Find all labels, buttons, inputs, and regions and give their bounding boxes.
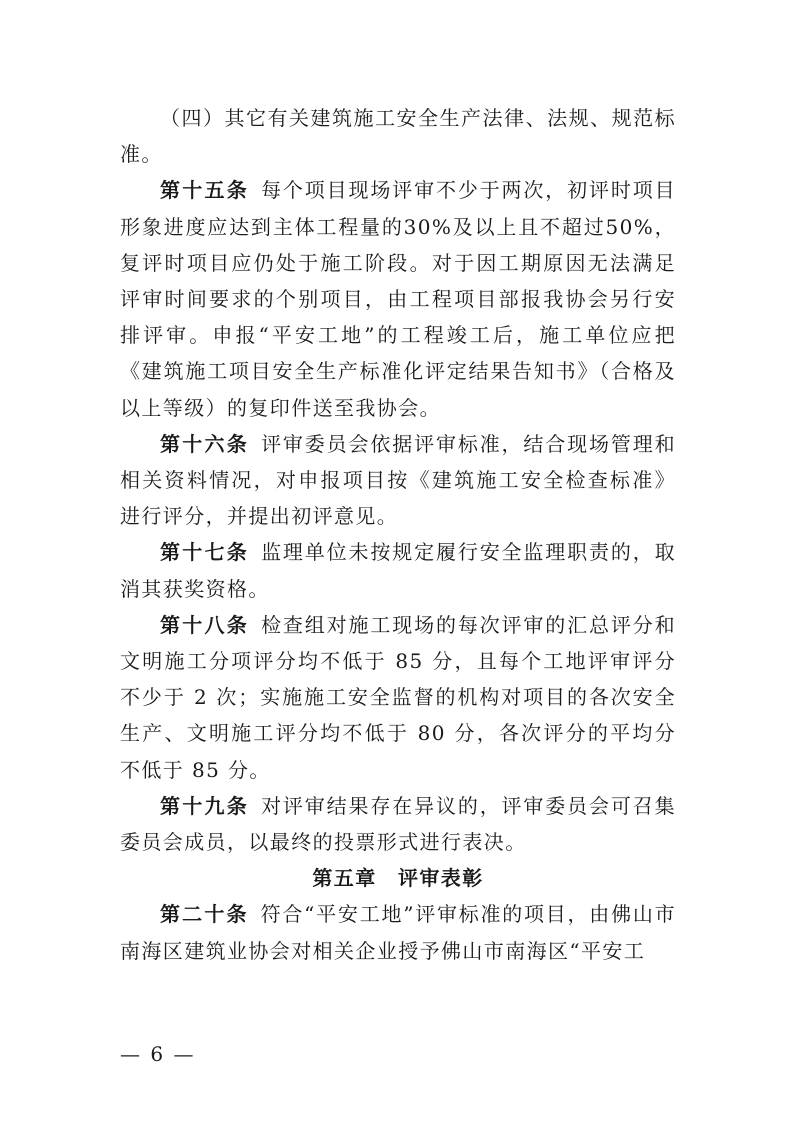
article-19-heading: 第十九条 (160, 793, 250, 818)
article-15-heading: 第十五条 (160, 178, 250, 203)
article-18-text: 检查组对施工现场的每次评审的汇总评分和文明施工分项评分均不低于 85 分，且每个工地评审评分不少于 2 次；实施施工安全监督的机构对项目的各次安全生产、文明施工评分均不低于 80 分，各次评分的平均分不低于 85 分。 (120, 612, 676, 782)
article-17-heading: 第十七条 (160, 540, 250, 565)
article-20-paragraph (120, 896, 676, 968)
article-19-text: 对评审结果存在异议的，评审委员会可召集委员会成员，以最终的投票形式进行表决。 (120, 793, 676, 855)
article-15-text: 每个项目现场评审不少于两次，初评时项目形象进度应达到主体工程量的30%及以上且不超过50%，复评时项目应仍处于施工阶段。对于因工期原因无法满足评审时间要求的个别项目，由工程项目部报我协会另行安排评审。申报“平安工地”的工程竣工后，施工单位应把《建筑施工项目安全生产标准化评定结果告知书》（合格及以上等级）的复印件送至我协会。 (120, 178, 676, 420)
article-20-text: 符合“平安工地”评审标准的项目，由佛山市南海区建筑业协会对相关企业授予佛山市南海区“平安工 (120, 902, 676, 963)
paragraph-text: （四）其它有关建筑施工安全生产法律、法规、规范标准。 (120, 106, 676, 167)
article-17-paragraph (120, 534, 676, 606)
article-18-heading: 第十八条 (160, 612, 250, 637)
article-19-paragraph (120, 788, 676, 860)
article-15-paragraph (120, 172, 676, 425)
article-20-heading: 第二十条 (160, 902, 249, 927)
article-16-paragraph (120, 426, 676, 535)
document-body (120, 100, 676, 969)
clause-four-paragraph (120, 100, 676, 172)
article-18-paragraph (120, 607, 676, 788)
article-17-text: 监理单位未按规定履行安全监理职责的，取消其获奖资格。 (120, 540, 676, 601)
page-number: — 6 — (120, 1042, 196, 1066)
article-16-text: 评审委员会依据评审标准，结合现场管理和相关资料情况，对申报项目按《建筑施工安全检查标准》进行评分，并提出初评意见。 (120, 431, 676, 529)
chapter-five-title: 第五章 评审表彰 (312, 866, 484, 891)
article-16-heading: 第十六条 (160, 431, 250, 456)
